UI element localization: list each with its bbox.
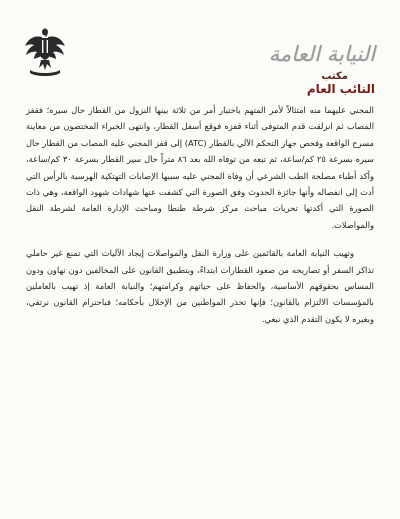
office-title: النيابة العامة (268, 42, 375, 66)
document-body (26, 102, 374, 327)
eagle-emblem-icon (24, 26, 66, 76)
paragraph: وتهيب النيابة العامة بالقائمين على وزارة النقل والمواصلات إيجاد الآليات التي تمنع غير حاملي تذاكر السفر أو تصاريحه من صعود القطارات ابتداءً، وبتطبيق القانون على المخالفين دون تهاون ودون المساس بحقوقهم الأساسية، والحفاظ على حياتهم وكرامتهم؛ والنيابة العامة إذ تهيب بالعاملين بالمؤسسات الالتزام بالقانون؛ فإنها تحذر المواطنين من الإخلال بأحكامه؛ فباحترام القانون نرتقي، وبغيره لا يكون التقدم الذي نبغي. (26, 248, 374, 324)
letterhead (0, 0, 400, 100)
paragraph: المجني عليهما منه امتثالاً لأمر المتهم باختيار أمر من ثلاثة بينها النزول من القطار حال سيره؛ فقفز المصاب ثم انزلقت قدم المتوفى أثناء قفزه فوقع أسفل القطار، وانتهى الخبراء المختصون من معاينة مسرح الواقعة وفحص جهاز التحكم الآلي بالقطار (ATC) إلى قفز المجني عليه المصاب من القطار حال سيره بسرعة ٢٥ كم/ساعة، ثم تبعه من توفاه الله بعد ٨٦ متراً حال سير القطار بسرعة ٣٠ كم/ساعة، وأكد أطباء مصلحة الطب الشرعي أن وفاة المجني عليه سببها الإصابات التهتكية الهرسية بالرأس التي أدت إلى انفصاله وأنها جائزة الحدوث وفق الصورة التي كشفت عنها شهادات شهود الواقعة، وهي ذات الصورة التي أكدتها تحريات مباحث مركز شرطة طنطا ومباحث الإدارة العامة لشرطة النقل والمواصلات. (26, 105, 375, 230)
office-subtitle: مكتب (321, 71, 348, 82)
office-name: النائب العام (306, 82, 375, 96)
